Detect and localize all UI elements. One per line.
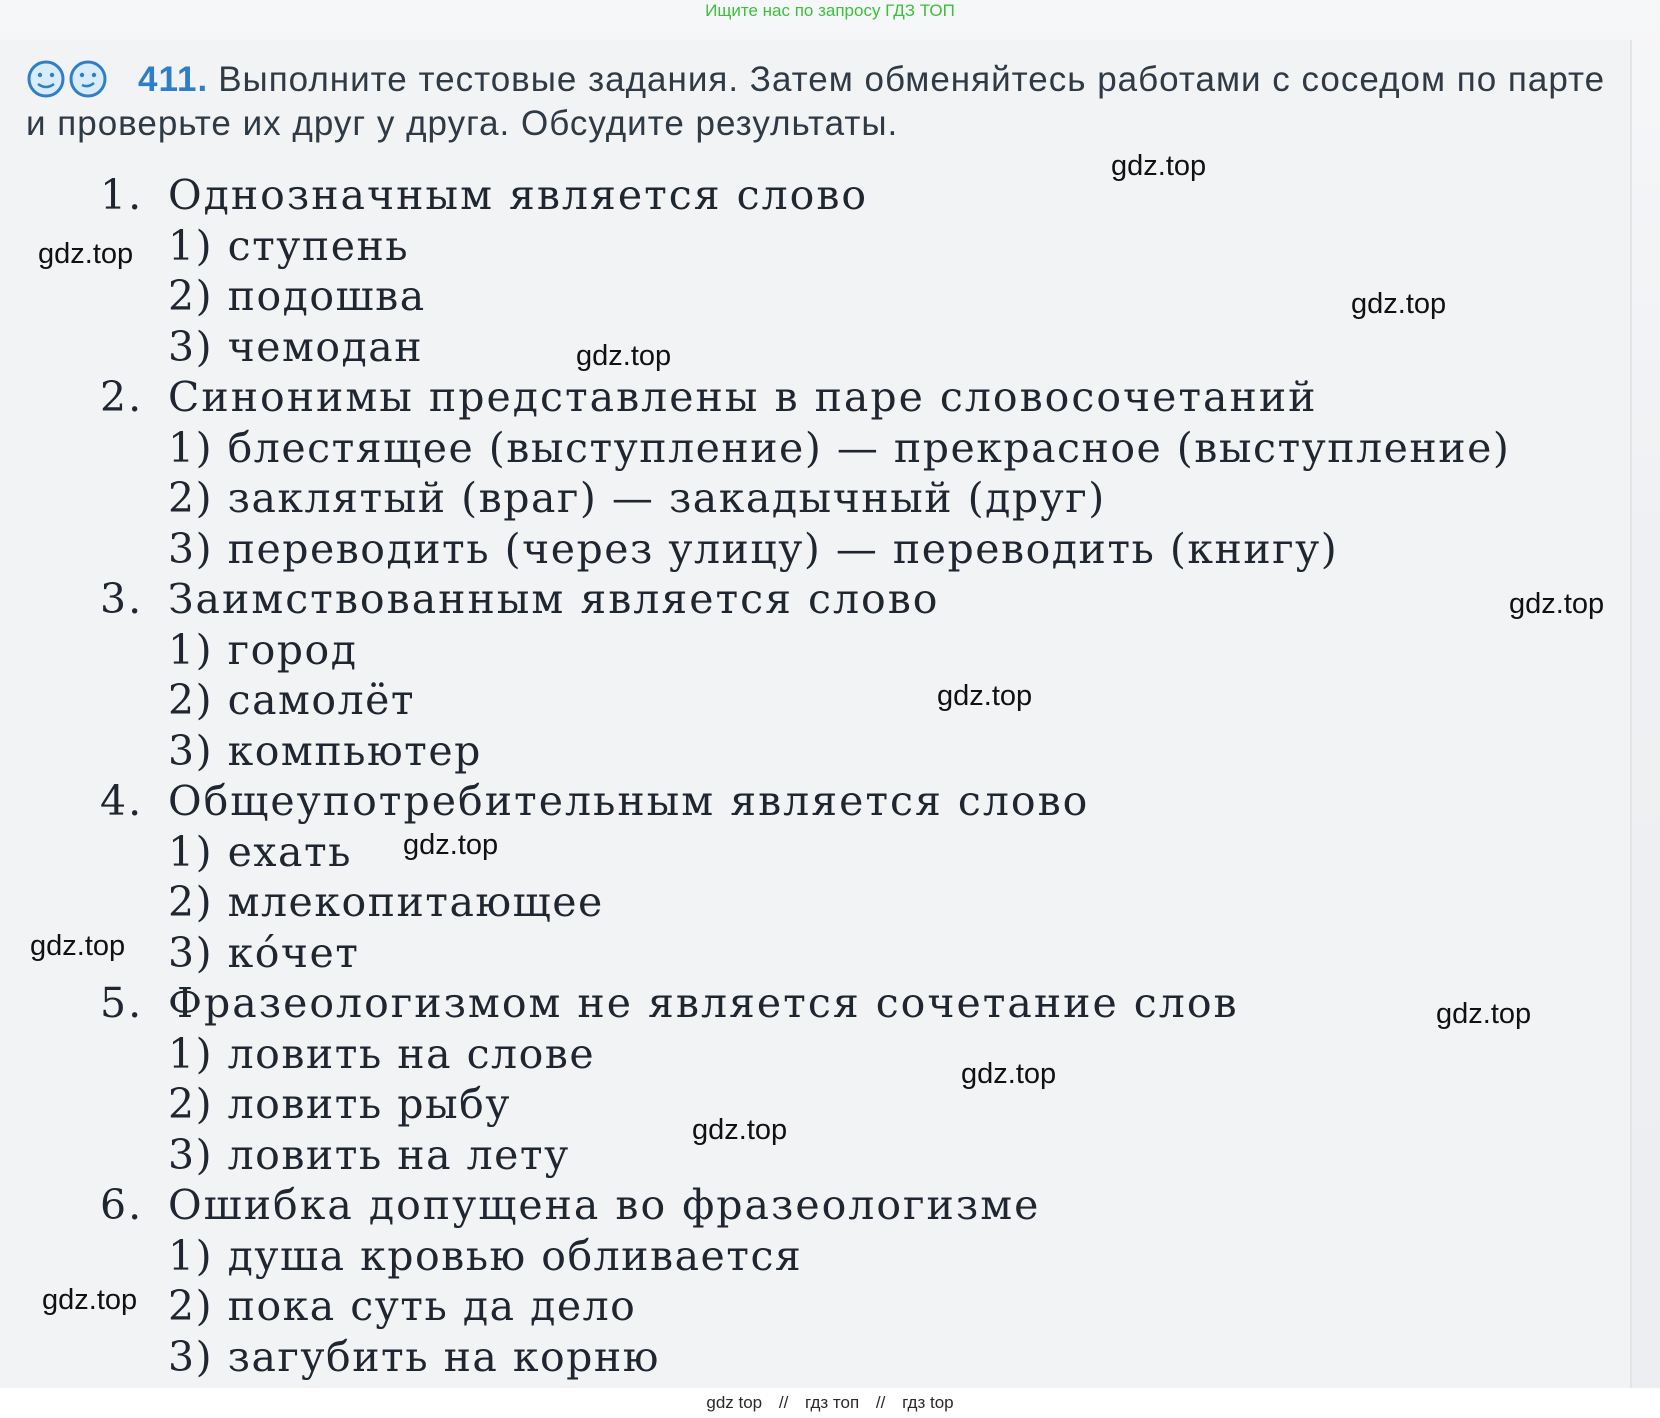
bottom-banner xyxy=(0,1388,1660,1418)
exercise-instruction: Выполните тестовые задания. Затем обменяйтесь работами с соседом по парте и проверьте их друг у друга. Обсудите результаты. xyxy=(26,60,1606,143)
question-3 xyxy=(100,574,1620,776)
question-number: 3. xyxy=(100,575,144,623)
watermark: gdz.top xyxy=(1436,998,1532,1030)
option: 2) ловить рыбу xyxy=(168,1080,511,1128)
option: 3) чемодан xyxy=(168,322,424,371)
option: 1) ступень xyxy=(168,221,410,270)
question-text: Фразеологизмом не является сочетание слов xyxy=(168,979,1239,1027)
watermark: gdz.top xyxy=(692,1114,788,1146)
option: 2) млекопитающее xyxy=(168,878,604,926)
option: 1) душа кровью обливается xyxy=(168,1231,803,1280)
question-5 xyxy=(100,978,1620,1180)
watermark: gdz.top xyxy=(38,238,134,270)
watermark: gdz.top xyxy=(1351,288,1447,320)
question-number: 1. xyxy=(100,171,144,219)
question-text: Ошибка допущена во фразеологизме xyxy=(168,1181,1041,1229)
watermark: gdz.top xyxy=(1111,150,1207,182)
question-4 xyxy=(100,776,1620,978)
question-number: 4. xyxy=(100,777,144,825)
option: 3) компьютер xyxy=(168,726,482,775)
option: 1) ловить на слове xyxy=(168,1029,596,1078)
option: 2) заклятый (враг) — закадычный (друг) xyxy=(168,474,1106,522)
watermark: gdz.top xyxy=(30,930,126,962)
option: 1) ехать xyxy=(168,827,352,876)
exercise-number: 411. xyxy=(138,60,209,99)
option: 3) загубить на корню xyxy=(168,1332,660,1381)
question-text: Общеупотребительным является слово xyxy=(168,777,1090,825)
question-text: Однозначным является слово xyxy=(168,171,869,219)
question-2 xyxy=(100,372,1620,574)
question-list xyxy=(100,170,1620,1382)
option: 3) ловить на лету xyxy=(168,1130,570,1179)
watermark: gdz.top xyxy=(961,1058,1057,1090)
bottom-separator: // xyxy=(778,1393,789,1412)
bottom-link[interactable]: гдз top xyxy=(902,1393,954,1412)
option: 2) самолёт xyxy=(168,676,416,724)
option: 1) блестящее (выступление) — прекрасное (выступление) xyxy=(168,423,1511,472)
watermark: gdz.top xyxy=(1509,588,1605,620)
question-number: 2. xyxy=(100,373,144,421)
watermark: gdz.top xyxy=(937,680,1033,712)
bottom-link[interactable]: гдз топ xyxy=(805,1393,860,1412)
question-number: 5. xyxy=(100,979,144,1027)
bottom-link[interactable]: gdz top xyxy=(706,1393,763,1412)
question-1 xyxy=(100,170,1620,372)
watermark: gdz.top xyxy=(42,1284,138,1316)
top-banner[interactable]: Ищите нас по запросу ГДЗ ТОП xyxy=(705,1,955,20)
question-text: Заимствованным является слово xyxy=(168,575,940,623)
face-icon xyxy=(26,59,126,99)
option: 2) подошва xyxy=(168,272,426,320)
watermark: gdz.top xyxy=(576,340,672,372)
question-number: 6. xyxy=(100,1181,144,1229)
watermark: gdz.top xyxy=(403,829,499,861)
option: 1) город xyxy=(168,625,358,674)
question-text: Синонимы представлены в паре словосочетаний xyxy=(168,373,1318,421)
question-6 xyxy=(100,1180,1620,1382)
option: 3) кóчет xyxy=(168,928,360,977)
exercise-header xyxy=(26,58,1626,146)
option: 3) переводить (через улицу) — переводить (книгу) xyxy=(168,524,1339,573)
option: 2) пока суть да дело xyxy=(168,1282,637,1330)
bottom-separator: // xyxy=(875,1393,886,1412)
